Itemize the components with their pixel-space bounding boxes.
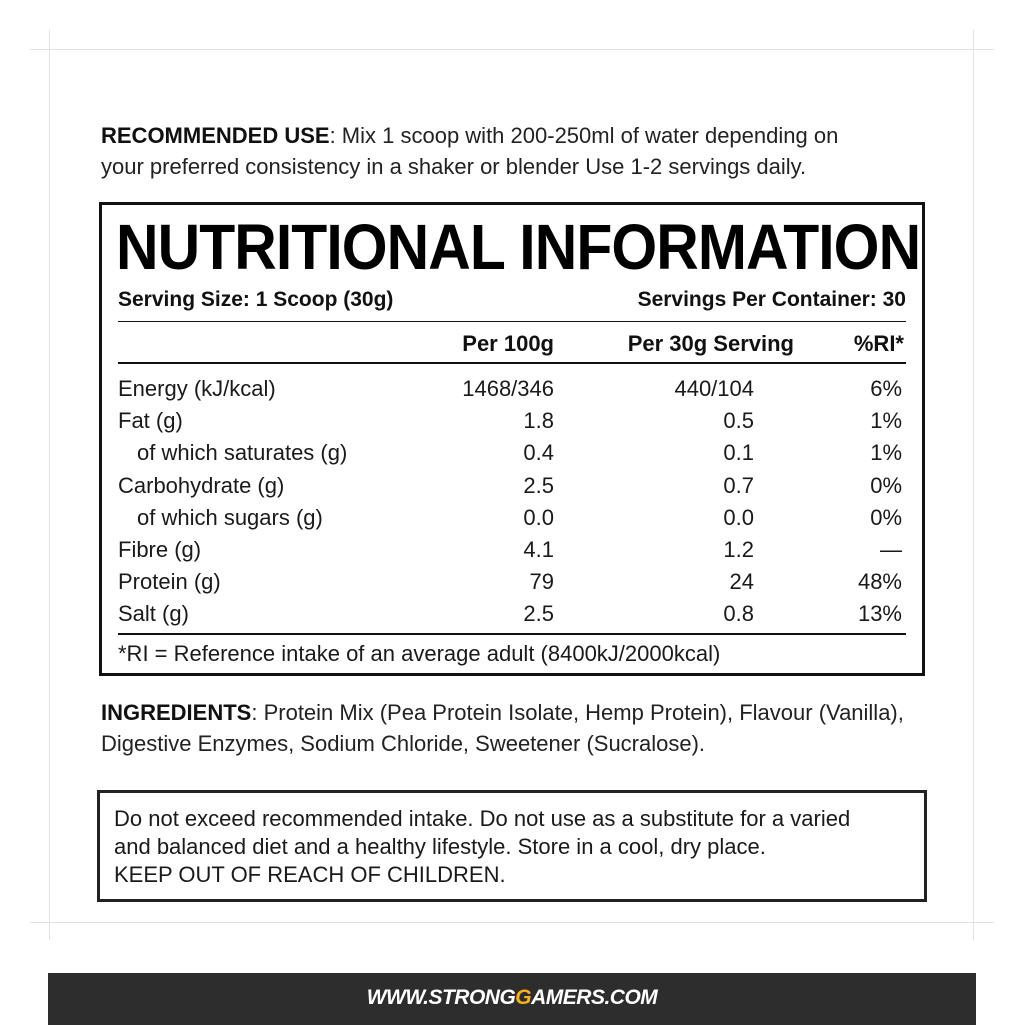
table-row	[118, 534, 902, 566]
recommended-use-label: RECOMMENDED USE	[101, 123, 330, 148]
nutrient-name: of which sugars (g)	[137, 505, 323, 530]
value-ri: 1%	[870, 440, 902, 465]
value-ri: 0%	[870, 473, 902, 498]
website-url[interactable]	[367, 986, 658, 1010]
nutrient-name: Protein (g)	[118, 569, 221, 594]
value-per-serving: 1.2	[723, 537, 754, 562]
site-prefix: WWW.STRONG	[366, 986, 516, 1009]
servings-per-container: Servings Per Container: 30	[637, 288, 906, 311]
recommended-use-text-line2: your preferred consistency in a shaker or blender Use 1-2 servings daily.	[101, 154, 807, 179]
table-row	[118, 470, 902, 502]
nutrient-name: Salt (g)	[118, 601, 189, 626]
crop-line-top	[30, 49, 994, 50]
table-row	[118, 405, 902, 437]
value-ri: 0%	[870, 505, 902, 530]
footer-bar	[48, 973, 976, 1025]
serving-size: Serving Size: 1 Scoop (30g)	[118, 288, 394, 311]
value-ri: 1%	[870, 408, 902, 433]
value-per-serving: 0.1	[723, 440, 754, 465]
value-per-100g: 1.8	[523, 408, 554, 433]
divider-rule	[118, 633, 906, 635]
site-highlight: G	[515, 986, 532, 1009]
divider-rule	[118, 362, 906, 364]
ingredients-label: INGREDIENTS	[101, 700, 252, 725]
table-row	[118, 373, 902, 405]
crop-line-left	[49, 30, 50, 940]
value-per-serving: 440/104	[674, 376, 754, 401]
value-per-100g: 0.0	[523, 505, 554, 530]
value-per-serving: 24	[729, 569, 754, 594]
table-row	[118, 598, 902, 630]
ingredients-text-line2: Digestive Enzymes, Sodium Chloride, Sweetener (Sucralose).	[101, 731, 706, 756]
header-ri: %RI*	[853, 331, 904, 356]
table-row	[118, 437, 902, 469]
ingredients-text-line1: : Protein Mix (Pea Protein Isolate, Hemp Protein), Flavour (Vanilla),	[251, 700, 904, 725]
value-ri: —	[880, 537, 902, 562]
ri-footnote: *RI = Reference intake of an average adult (8400kJ/2000kcal)	[118, 641, 721, 666]
nutrient-name: Fibre (g)	[118, 537, 202, 562]
nutrient-name: of which saturates (g)	[137, 440, 348, 465]
value-ri: 6%	[870, 376, 902, 401]
crop-line-right	[973, 30, 974, 940]
value-ri: 48%	[857, 569, 902, 594]
site-suffix: AMERS.COM	[531, 986, 658, 1009]
recommended-use-text-line1: : Mix 1 scoop with 200-250ml of water depending on	[329, 123, 839, 148]
value-per-100g: 2.5	[523, 473, 554, 498]
warning-box	[97, 790, 927, 902]
value-per-serving: 0.5	[723, 408, 754, 433]
nutrient-name: Fat (g)	[118, 408, 183, 433]
nutrition-panel	[99, 202, 925, 676]
divider-rule	[118, 321, 906, 322]
value-per-100g: 1468/346	[462, 376, 554, 401]
header-per-serving: Per 30g Serving	[627, 331, 794, 356]
value-per-100g: 2.5	[523, 601, 554, 626]
warning-line2: and balanced diet and a healthy lifestyle. Store in a cool, dry place.	[114, 834, 766, 859]
warning-line1: Do not exceed recommended intake. Do not use as a substitute for a varied	[114, 806, 851, 831]
warning-line3: KEEP OUT OF REACH OF CHILDREN.	[114, 862, 506, 887]
recommended-use	[101, 120, 921, 182]
value-per-serving: 0.8	[723, 601, 754, 626]
ingredients	[101, 697, 931, 759]
value-per-100g: 0.4	[523, 440, 554, 465]
value-per-100g: 4.1	[523, 537, 554, 562]
value-per-serving: 0.0	[723, 505, 754, 530]
crop-line-bottom	[30, 922, 994, 923]
nutrient-name: Energy (kJ/kcal)	[118, 376, 276, 401]
nutrition-title: NUTRITIONAL INFORMATION	[116, 211, 921, 283]
value-per-100g: 79	[529, 569, 554, 594]
table-row	[118, 566, 902, 598]
table-row	[118, 502, 902, 534]
value-ri: 13%	[857, 601, 902, 626]
header-per-100g: Per 100g	[462, 331, 554, 356]
nutrient-name: Carbohydrate (g)	[118, 473, 285, 498]
value-per-serving: 0.7	[723, 473, 754, 498]
